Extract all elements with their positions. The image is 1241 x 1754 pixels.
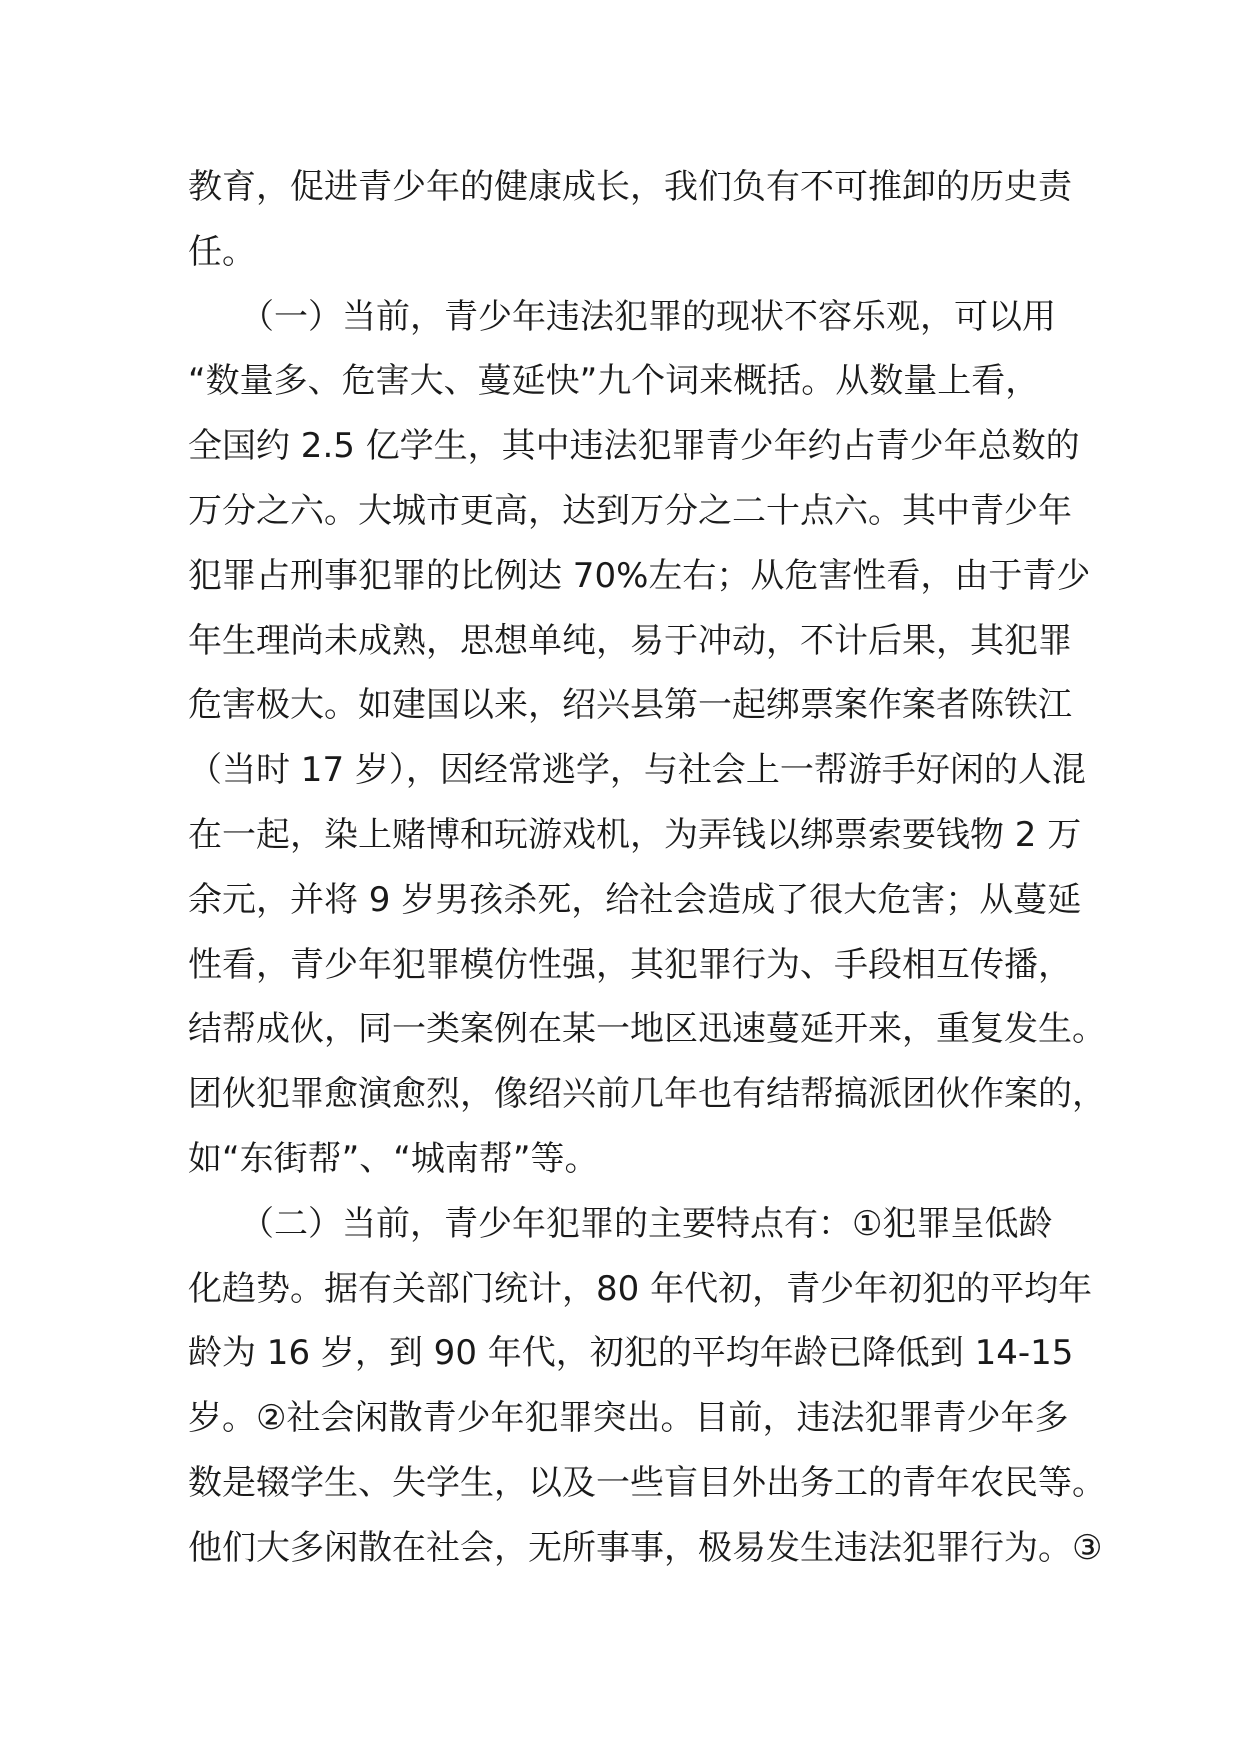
text-line: 化趋势。据有关部门统计，80 年代初，青少年初犯的平均年 (188, 1268, 1093, 1309)
text-line: “数量多、危害大、蔓延快”九个词来概括。从数量上看， (188, 361, 1040, 402)
text-line: 全国约 2.5 亿学生，其中违法犯罪青少年约占青少年总数的 (188, 426, 1080, 467)
text-line: 在一起，染上赌博和玩游戏机，为弄钱以绑票索要钱物 2 万 (188, 814, 1082, 855)
text-line: 性看，青少年犯罪模仿性强，其犯罪行为、手段相互传播， (188, 944, 1072, 985)
text-line: 如“东街帮”、“城南帮”等。 (188, 1138, 599, 1179)
text-line: 结帮成伙，同一类案例在某一地区迅速蔓延开来，重复发生。 (188, 1009, 1106, 1050)
text-line: 余元，并将 9 岁男孩杀死，给社会造成了很大危害；从蔓延 (188, 879, 1082, 920)
text-line: 危害极大。如建国以来，绍兴县第一起绑票案作案者陈铁江 (188, 685, 1072, 726)
paragraph-start-line: （一）当前，青少年违法犯罪的现状不容乐观，可以用 (240, 296, 1056, 337)
body-text (188, 155, 1106, 1581)
text-line: 龄为 16 岁，到 90 年代，初犯的平均年龄已降低到 14-15 (188, 1333, 1074, 1374)
text-line: 年生理尚未成熟，思想单纯，易于冲动，不计后果，其犯罪 (188, 620, 1072, 661)
text-line: （当时 17 岁），因经常逃学，与社会上一帮游手好闲的人混 (188, 750, 1086, 791)
text-line: 岁。②社会闲散青少年犯罪突出。目前，违法犯罪青少年多 (188, 1398, 1069, 1439)
text-line: 万分之六。大城市更高，达到万分之二十点六。其中青少年 (188, 490, 1072, 531)
text-line: 他们大多闲散在社会，无所事事，极易发生违法犯罪行为。③ (188, 1527, 1103, 1568)
text-line: 犯罪占刑事犯罪的比例达 70%左右；从危害性看，由于青少 (188, 555, 1091, 596)
paragraph-start-line: （二）当前，青少年犯罪的主要特点有：①犯罪呈低龄 (240, 1203, 1053, 1244)
text-line: 教育，促进青少年的健康成长，我们负有不可推卸的历史责 (188, 167, 1072, 207)
text-line: 任。 (188, 231, 256, 272)
text-line: 团伙犯罪愈演愈烈，像绍兴前几年也有结帮搞派团伙作案的， (188, 1074, 1106, 1115)
text-line: 数是辍学生、失学生，以及一些盲目外出务工的青年农民等。 (188, 1462, 1106, 1503)
